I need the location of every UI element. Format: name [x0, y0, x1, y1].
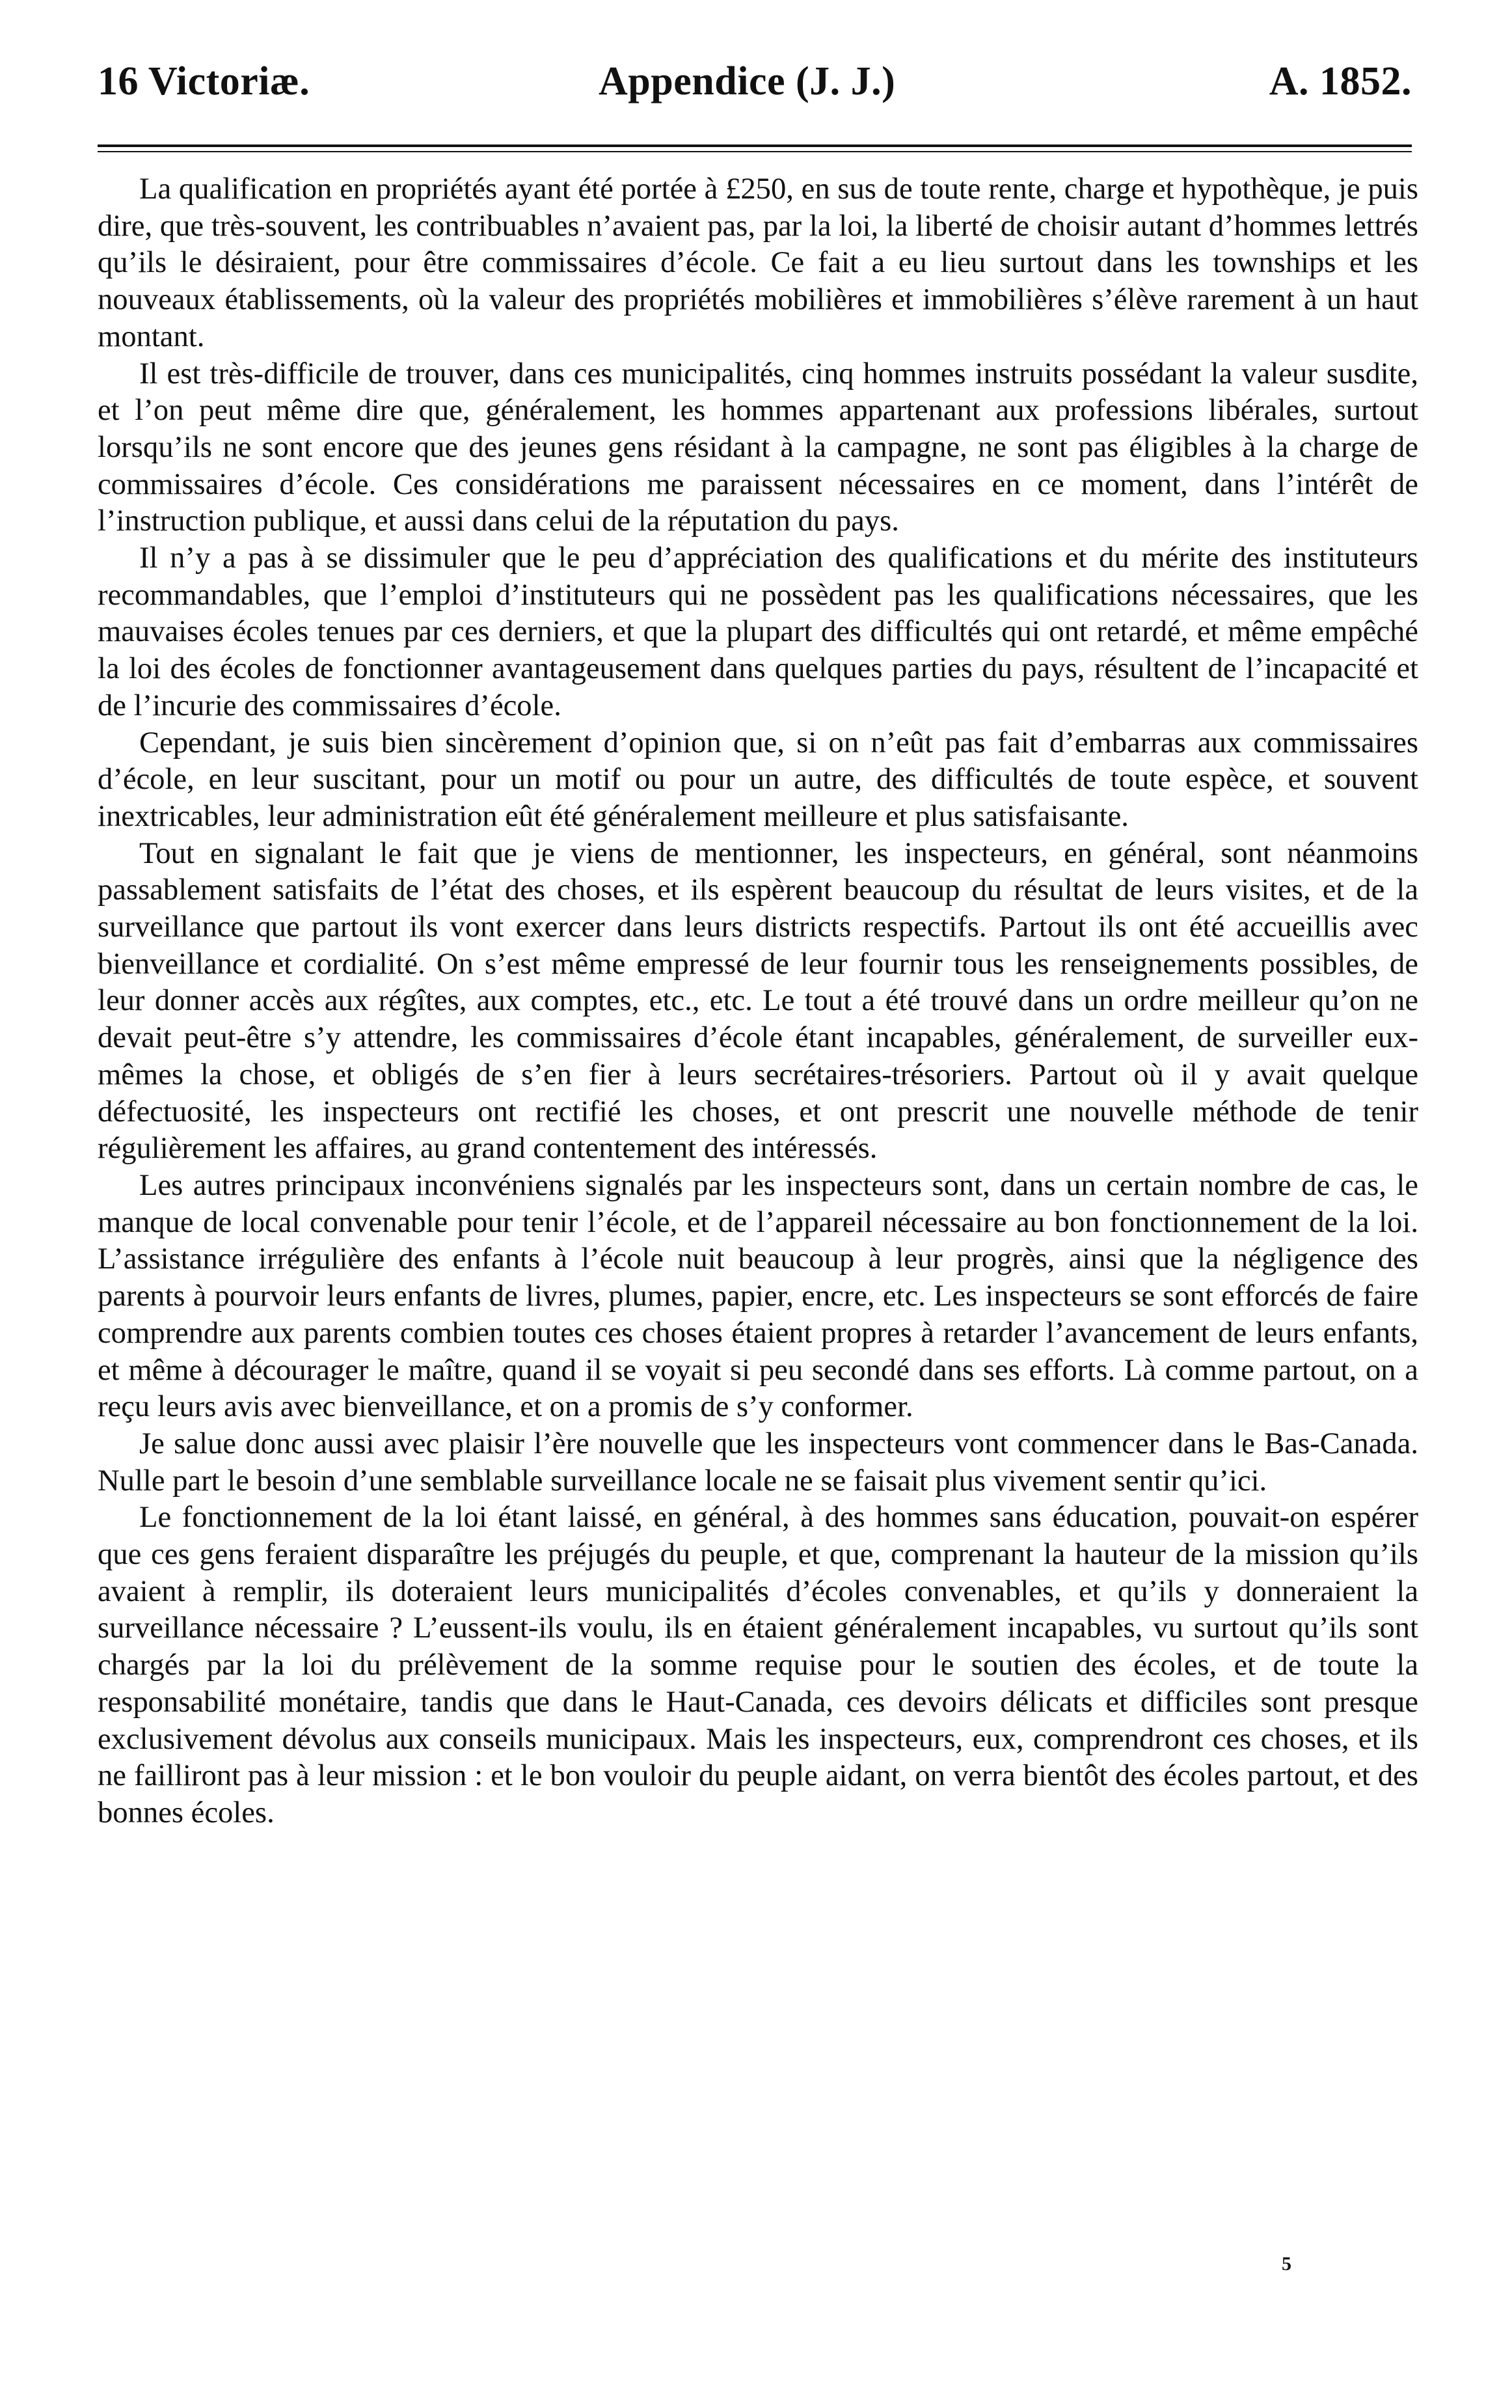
paragraph-8: Le fonctionnement de la loi étant laissé, en général, à des hommes sans éducation, pouvait-on espérer que ces gens feraient disparaître les préjugés du peuple, et que, comprenant la hauteur de la mission qu’ils avaient à remplir, ils doteraient leurs municipalités d’écoles convenables, et qu’ils y donneraient la surveillance nécessaire ? L’eussent-ils voulu, ils en étaient généralement incapables, vu surtout qu’ils sont chargés par la loi du prélèvement de la somme requise pour le soutien des écoles, et de toute la responsabilité monétaire, tandis que dans le Haut-Canada, ces devoirs délicats et difficiles sont presque exclusivement dévolus aux conseils municipaux. Mais les inspecteurs, eux, comprendront ces choses, et ils ne failliront pas à leur mission : et le bon vouloir du peuple aidant, on verra bientôt des écoles partout, et des bonnes écoles. [98, 1500, 1418, 1829]
header-rule-thick [98, 144, 1412, 147]
paragraph-3: Il n’y a pas à se dissimuler que le peu d’appréciation des qualifications et du mérite des instituteurs recommandables, que l’emploi d’instituteurs qui ne possèdent pas les qualifications nécessaires, que les mauvaises écoles tenues par ces derniers, et que la plupart des difficultés qui ont retardé, et même empêché la loi des écoles de fonctionner avantageusement dans quelques parties du pays, résultent de l’incapacité et de l’incurie des commissaires d’école. [98, 541, 1418, 722]
paragraph-7: Je salue donc aussi avec plaisir l’ère nouvelle que les inspecteurs vont commencer dans le Bas-Canada. Nulle part le besoin d’une semblable surveillance locale ne se faisait plus vivement sentir qu’ici. [98, 1426, 1418, 1498]
paragraph-6: Les autres principaux inconvéniens signalés par les inspecteurs sont, dans un certain nombre de cas, le manque de local convenable pour tenir l’école, et de l’appareil nécessaire au bon fonctionnement de la loi. L’assistance irrégulière des enfants à l’école nuit beaucoup à leur progrès, ainsi que la négligence des parents à pourvoir leurs enfants de livres, plumes, papier, encre, etc. Les inspecteurs se sont efforcés de faire comprendre aux parents combien toutes ces choses étaient propres à retarder l’avancement de leurs enfants, et même à décourager le maître, quand il se voyait si peu secondé dans ses efforts. Là comme partout, on a reçu leurs avis avec bienveillance, et on a promis de s’y conformer. [98, 1168, 1418, 1424]
header-year: A. 1852. [1269, 59, 1412, 103]
paragraph-5: Tout en signalant le fait que je viens de mentionner, les inspecteurs, en général, sont néanmoins passablement satisfaits de l’état des choses, et ils espèrent beaucoup du résultat de leurs visites, et de la surveillance que partout ils vont exercer dans leurs districts respectifs. Partout ils ont été accueillis avec bienveillance et cordialité. On s’est même empressé de leur fournir tous les renseignements possibles, de leur donner accès aux régîtes, aux comptes, etc., etc. Le tout a été trouvé dans un ordre meilleur qu’on ne devait peut-être s’y attendre, les commissaires d’école étant incapables, généralement, de surveiller eux-mêmes la chose, et obligés de s’en fier à leurs secrétaires-trésoriers. Partout où il y avait quelque défectuosité, les inspecteurs ont rectifié les choses, et ont prescrit une nouvelle méthode de tenir régulièrement les affaires, au grand contentement des intéressés. [98, 836, 1418, 1166]
running-header [98, 59, 1412, 124]
header-rule-thin [98, 151, 1412, 152]
header-appendix: Appendice (J. J.) [599, 59, 896, 103]
header-session: 16 Victoriæ. [98, 59, 310, 103]
paragraph-2: Il est très-difficile de trouver, dans ces municipalités, cinq hommes instruits possédant la valeur susdite, et l’on peut même dire que, généralement, les hommes appartenant aux professions libérales, surtout lorsqu’ils ne sont encore que des jeunes gens résidant à la campagne, ne sont pas éligibles à la charge de commissaires d’école. Ces considérations me paraissent nécessaires en ce moment, dans l’intérêt de l’instruction publique, et aussi dans celui de la réputation du pays. [98, 356, 1418, 538]
paragraph-4: Cependant, je suis bien sincèrement d’opinion que, si on n’eût pas fait d’embarras aux commissaires d’école, en leur suscitant, pour un motif ou pour un autre, des difficultés de toute espèce, et souvent inextricables, leur administration eût été généralement meilleure et plus satisfaisante. [98, 725, 1418, 833]
body-text [98, 171, 1418, 1831]
page-signature: 5 [1282, 2253, 1291, 2275]
paragraph-1: La qualification en propriétés ayant été portée à £250, en sus de toute rente, charge et hypothèque, je puis dire, que très-souvent, les contribuables n’avaient pas, par la loi, la liberté de choisir autant d’hommes lettrés qu’ils le désiraient, pour être commissaires d’école. Ce fait a eu lieu surtout dans les townships et les nouveaux établissements, où la valeur des propriétés mobilières et immobilières s’élève rarement à un haut montant. [98, 172, 1418, 353]
